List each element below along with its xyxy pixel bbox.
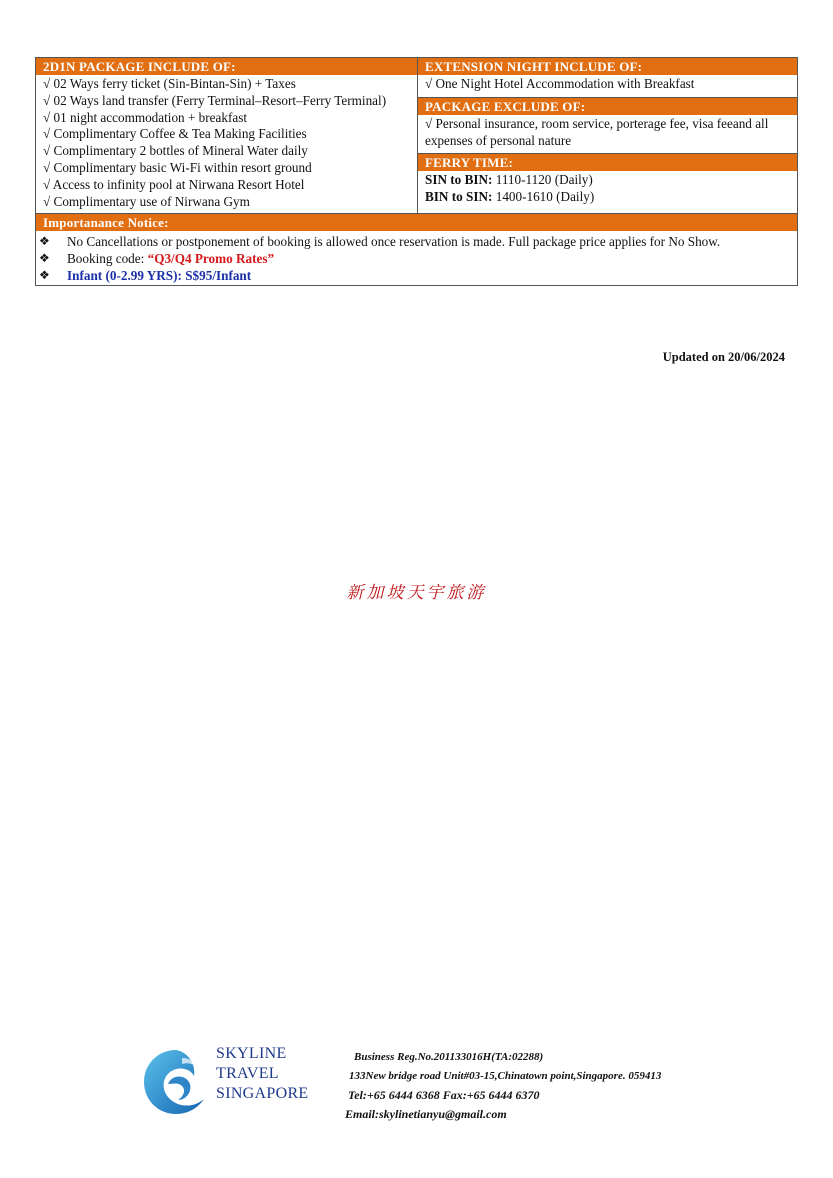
list-item: √ Complimentary Coffee & Tea Making Facilities	[43, 126, 307, 142]
ferry-bin-time: 1400-1610 (Daily)	[492, 188, 595, 204]
right-column	[418, 58, 797, 213]
exclude-block	[418, 98, 797, 154]
ferry-bin-label: BIN to SIN:	[425, 188, 493, 204]
list-item: √ Complimentary basic Wi-Fi within resort ground	[43, 159, 312, 175]
ferry-block	[418, 154, 797, 209]
list-item: √ 02 Ways ferry ticket (Sin-Bintan-Sin) + Taxes	[43, 76, 296, 91]
diamond-bullet-icon: ❖	[39, 268, 50, 283]
infant-price-text: Infant (0-2.99 YRS): S$95/Infant	[67, 268, 252, 284]
package-include-header: 2D1N PACKAGE INCLUDE OF:	[36, 58, 417, 75]
skyline-logo-icon	[138, 1044, 214, 1120]
notice-header: Importanance Notice:	[36, 213, 797, 231]
ferry-times	[418, 171, 797, 209]
notice-item	[38, 233, 791, 250]
chinese-company-name: 新加坡天宇旅游	[346, 583, 487, 603]
diamond-bullet-icon: ❖	[39, 234, 50, 249]
brand-name	[216, 1044, 309, 1104]
extension-header: EXTENSION NIGHT INCLUDE OF:	[418, 58, 797, 75]
list-item: √ Access to infinity pool at Nirwana Resort Hotel	[43, 176, 305, 192]
exclude-header: PACKAGE EXCLUDE OF:	[418, 98, 797, 115]
extension-block	[418, 58, 797, 98]
company-address: 133New bridge road Unit#03-15,Chinatown point,Singapore. 059413	[349, 1070, 662, 1082]
booking-code-value: “Q3/Q4 Promo Rates”	[147, 251, 275, 267]
ferry-header: FERRY TIME:	[418, 154, 797, 171]
notice-item	[38, 250, 791, 267]
list-item: √ Complimentary use of Nirwana Gym	[43, 193, 250, 209]
extension-text: √ One Night Hotel Accommodation with Breakfast	[425, 76, 695, 91]
brand-line: TRAVEL	[216, 1065, 279, 1082]
package-include-list	[36, 75, 417, 213]
package-include-column	[36, 58, 418, 213]
list-item: √ Complimentary 2 bottles of Mineral Water daily	[43, 143, 308, 159]
company-info	[345, 1048, 661, 1124]
company-email: Email:skylinetianyu@gmail.com	[345, 1107, 507, 1121]
business-reg: Business Reg.No.201133016H(TA:02288)	[354, 1051, 544, 1063]
notice-item	[38, 267, 791, 284]
ferry-sin-row	[425, 172, 791, 189]
list-item: √ 01 night accommodation + breakfast	[43, 109, 248, 125]
notice-list	[36, 231, 797, 285]
ferry-sin-time: 1110-1120 (Daily)	[492, 172, 593, 187]
exclude-text: √ Personal insurance, room service, porterage fee, visa feeand all expenses of personal nature	[425, 116, 769, 148]
diamond-bullet-icon: ❖	[39, 251, 50, 266]
brand-line: SKYLINE	[216, 1045, 287, 1062]
list-item: √ 02 Ways land transfer (Ferry Terminal–Resort–Ferry Terminal)	[43, 92, 387, 108]
package-table	[35, 57, 798, 286]
ferry-sin-label: SIN to BIN:	[425, 172, 493, 187]
package-row	[36, 58, 797, 213]
company-phone: Tel:+65 6444 6368 Fax:+65 6444 6370	[348, 1088, 540, 1102]
updated-date: Updated on 20/06/2024	[662, 350, 785, 364]
footer	[138, 1040, 718, 1125]
notice-cancellation-text: No Cancellations or postponement of booking is allowed once reservation is made. Full package price applies for No Show.	[67, 234, 721, 250]
brand-line: SINGAPORE	[216, 1085, 309, 1102]
booking-code-label: Booking code:	[67, 251, 148, 267]
booking-code-line	[67, 250, 791, 267]
ferry-bin-row	[425, 189, 791, 206]
